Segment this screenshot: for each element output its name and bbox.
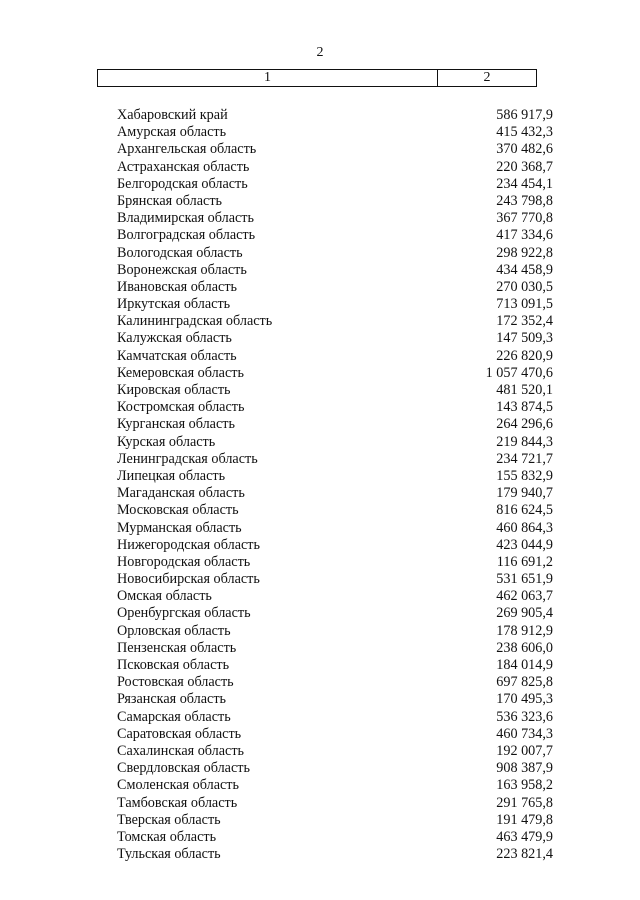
table-row — [117, 313, 553, 330]
region-value: 270 030,5 — [496, 278, 553, 295]
region-value: 481 520,1 — [496, 382, 553, 398]
region-value: 116 691,2 — [496, 553, 553, 570]
table-row — [117, 760, 553, 777]
region-value: 143 874,5 — [496, 399, 553, 416]
region-name: Рязанская область — [117, 691, 227, 708]
region-value: 220 368,7 — [496, 158, 553, 175]
region-name: Липецкая область — [117, 467, 226, 484]
region-value: 234 721,7 — [496, 450, 553, 467]
header-column-1: 1 — [98, 70, 438, 86]
table-row — [117, 245, 553, 262]
region-name: Смоленская область — [117, 777, 239, 794]
region-name: Пензенская область — [117, 639, 237, 656]
table-row — [117, 502, 553, 519]
region-value: 908 387,9 — [496, 760, 553, 777]
table-row — [117, 210, 553, 227]
table-row — [117, 520, 553, 537]
region-name: Нижегородская область — [117, 536, 260, 553]
table-row — [117, 348, 553, 365]
region-table-body — [117, 107, 553, 863]
region-name: Тамбовская область — [117, 794, 238, 811]
region-name: Иркутская область — [117, 296, 231, 313]
table-row — [117, 829, 553, 846]
region-name: Ленинградская область — [117, 450, 258, 467]
table-row — [117, 451, 553, 468]
table-header — [97, 69, 537, 87]
region-value: 417 334,6 — [496, 227, 553, 244]
table-row — [117, 726, 553, 743]
region-name: Кемеровская область — [117, 364, 244, 381]
table-row — [117, 846, 553, 863]
region-name: Томская область — [117, 828, 217, 845]
region-value: 434 458,9 — [496, 261, 553, 278]
table-row — [117, 777, 553, 794]
region-value: 291 765,8 — [496, 794, 553, 811]
table-row — [117, 571, 553, 588]
region-value: 463 479,9 — [496, 828, 553, 845]
region-value: 536 323,6 — [496, 708, 553, 725]
region-name: Ивановская область — [117, 278, 238, 295]
region-value: 170 495,3 — [496, 691, 553, 708]
table-row — [117, 537, 553, 554]
table-row — [117, 176, 553, 193]
region-value: 223 821,4 — [496, 846, 553, 863]
region-value: 192 007,7 — [496, 742, 553, 759]
region-name: Саратовская область — [117, 725, 242, 742]
page-number: 2 — [316, 45, 324, 60]
region-value: 264 296,6 — [496, 416, 553, 433]
table-row — [117, 691, 553, 708]
region-value: 238 606,0 — [496, 639, 553, 656]
region-value: 531 651,9 — [496, 571, 553, 588]
region-value: 423 044,9 — [496, 536, 553, 553]
table-row — [117, 124, 553, 141]
region-value: 243 798,8 — [496, 192, 553, 209]
region-name: Волгоградская область — [117, 227, 256, 244]
table-row — [117, 434, 553, 451]
region-value: 298 922,8 — [496, 244, 553, 261]
region-name: Астраханская область — [117, 158, 250, 175]
table-row — [117, 279, 553, 296]
region-name: Брянская область — [117, 192, 223, 209]
region-name: Камчатская область — [117, 347, 237, 364]
table-row — [117, 554, 553, 571]
region-value: 179 940,7 — [496, 485, 553, 502]
table-row — [117, 399, 553, 416]
table-row — [117, 795, 553, 812]
region-value: 226 820,9 — [496, 347, 553, 364]
region-name: Магаданская область — [117, 485, 245, 502]
region-value: 172 352,4 — [496, 313, 553, 330]
table-row — [117, 588, 553, 605]
region-value: 816 624,5 — [496, 502, 553, 519]
region-name: Архангельская область — [117, 141, 257, 158]
region-value: 462 063,7 — [496, 588, 553, 605]
region-name: Хабаровский край — [117, 107, 228, 123]
region-name: Тульская область — [117, 846, 221, 863]
region-name: Курская область — [117, 433, 216, 450]
region-name: Воронежская область — [117, 261, 247, 278]
region-name: Тверская область — [117, 811, 221, 828]
region-value: 367 770,8 — [496, 210, 553, 227]
table-row — [117, 640, 553, 657]
region-value: 415 432,3 — [496, 124, 553, 141]
table-row — [117, 605, 553, 622]
region-value: 269 905,4 — [496, 605, 553, 622]
table-row — [117, 227, 553, 244]
region-name: Самарская область — [117, 708, 231, 725]
table-row — [117, 193, 553, 210]
region-value: 370 482,6 — [496, 141, 553, 158]
region-value: 155 832,9 — [496, 467, 553, 484]
region-value: 1 057 470,6 — [485, 364, 553, 381]
region-value: 697 825,8 — [496, 674, 553, 691]
region-name: Костромская область — [117, 399, 245, 416]
region-value: 184 014,9 — [496, 657, 553, 673]
table-row — [117, 365, 553, 382]
table-row — [117, 485, 553, 502]
region-name: Омская область — [117, 588, 212, 605]
region-name: Свердловская область — [117, 760, 250, 777]
table-row — [117, 159, 553, 176]
region-name: Мурманская область — [117, 519, 242, 536]
region-name: Калининградская область — [117, 313, 273, 330]
table-row — [117, 262, 553, 279]
table-row — [117, 382, 553, 399]
region-value: 234 454,1 — [496, 175, 553, 192]
region-name: Кировская область — [117, 382, 231, 398]
table-row — [117, 416, 553, 433]
table-row — [117, 296, 553, 313]
region-name: Амурская область — [117, 124, 227, 141]
table-row — [117, 623, 553, 640]
table-row — [117, 657, 553, 674]
region-name: Белгородская область — [117, 175, 248, 192]
region-name: Владимирская область — [117, 210, 254, 227]
table-row — [117, 709, 553, 726]
table-row — [117, 107, 553, 124]
region-name: Новосибирская область — [117, 571, 260, 588]
region-name: Вологодская область — [117, 244, 243, 261]
region-name: Сахалинская область — [117, 742, 245, 759]
table-row — [117, 743, 553, 760]
region-value: 713 091,5 — [496, 296, 553, 313]
table-row — [117, 674, 553, 691]
region-value: 163 958,2 — [496, 777, 553, 794]
region-name: Курганская область — [117, 416, 235, 433]
region-name: Ростовская область — [117, 674, 234, 691]
header-column-2: 2 — [483, 70, 491, 85]
region-value: 586 917,9 — [496, 107, 553, 123]
region-value: 147 509,3 — [496, 330, 553, 347]
region-value: 219 844,3 — [496, 433, 553, 450]
region-value: 191 479,8 — [496, 811, 553, 828]
region-name: Московская область — [117, 502, 239, 519]
region-name: Калужская область — [117, 330, 232, 347]
region-name: Псковская область — [117, 657, 230, 673]
table-row — [117, 468, 553, 485]
table-row — [117, 141, 553, 158]
region-value: 460 864,3 — [496, 519, 553, 536]
region-value: 460 734,3 — [496, 725, 553, 742]
region-name: Новгородская область — [117, 553, 251, 570]
table-row — [117, 330, 553, 347]
region-name: Орловская область — [117, 622, 231, 639]
region-value: 178 912,9 — [496, 622, 553, 639]
region-name: Оренбургская область — [117, 605, 251, 622]
table-row — [117, 812, 553, 829]
